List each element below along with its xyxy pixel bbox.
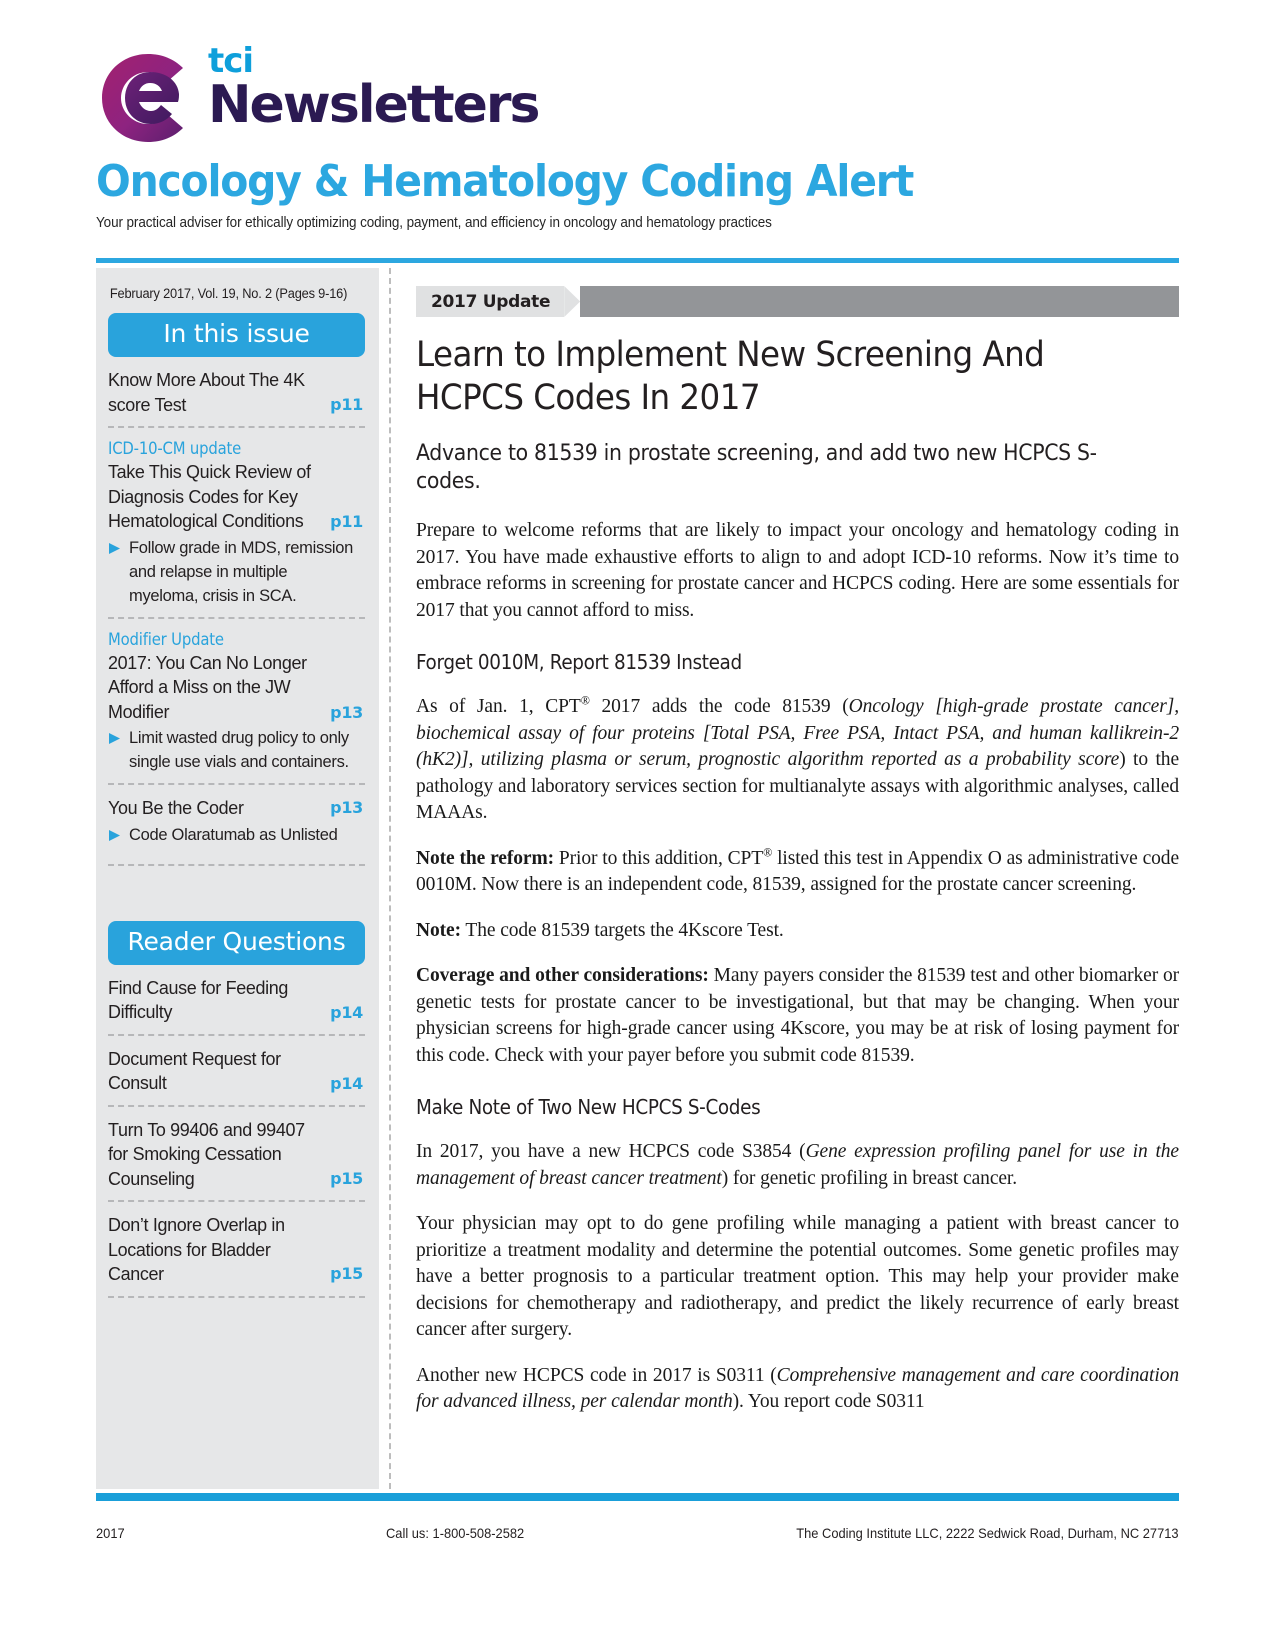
footer-phone: Call us: 1-800-508-2582	[386, 1525, 525, 1541]
p8-part-b: ). You report code S0311	[732, 1391, 925, 1412]
list-item[interactable]	[108, 1034, 365, 1105]
page-ref: p14	[330, 1073, 363, 1093]
p3-part-b: listed this test in Appendix O as administrative code 0010M. Now there is an independent code, 81539, assigned for the prostate cancer screening.	[416, 847, 1179, 895]
toc-title: Document Request for Consult	[108, 1047, 281, 1093]
paragraph-intro: Prepare to welcome reforms that are likely to impact your oncology and hematology coding in 2017. You have made exhaustive efforts to align to and adopt ICD-10 reforms. Now it’s time to embrace reforms in screening for prostate cancer and HCPCS coding. Here are some essentials for 2017 that you cannot afford to miss.	[416, 520, 1179, 621]
registered-mark-icon: ®	[580, 693, 590, 708]
page-title: Oncology & Hematology Coding Alert	[96, 156, 914, 207]
toc-title: Turn To 99406 and 99407 for Smoking Cessation Counseling	[108, 1118, 305, 1189]
paragraph-7: Your physician may opt to do gene profiling while managing a patient with breast cancer to prioritize a treatment modality and determine the potential outcomes. Some genetic profiles may have a better prognosis to a particular treatment option. This may help your provider make decisions for chemotherapy and radiotherapy, and predict the likely recurrence of early breast cancer after surgery.	[416, 1213, 1179, 1340]
bullet-row	[108, 823, 365, 847]
logo-newsletters-text: Newsletters	[208, 75, 539, 135]
footer-divider	[96, 1493, 1179, 1501]
logo-wordmark	[208, 41, 539, 135]
toc-title: Take This Quick Review of Diagnosis Codes for Key Hematological Conditions	[108, 461, 311, 531]
p5-lead-in: Coverage and other considerations:	[416, 965, 709, 986]
p2-part-b: 2017 adds the code 81539 (	[589, 696, 849, 717]
list-item[interactable]	[108, 617, 365, 784]
footer-year: 2017	[96, 1525, 125, 1541]
column-divider	[389, 268, 392, 1489]
page-ref: p15	[330, 1168, 363, 1188]
p2-part-a: As of Jan. 1, CPT	[416, 696, 581, 717]
toc-list	[108, 357, 365, 856]
page-ref: p13	[330, 798, 363, 817]
banner-label: 2017 Update	[416, 286, 564, 317]
toc-kicker: ICD-10-CM update	[108, 439, 242, 458]
p6-code-descriptor: Gene expression profiling panel for use in the management of breast cancer treatment	[416, 1141, 1179, 1189]
footer	[96, 1518, 1179, 1548]
p3-part-a: Prior to this addition, CPT	[553, 847, 764, 869]
bullet-text: Follow grade in MDS, remission and relapse in multiple myeloma, crisis in SCA.	[129, 537, 354, 605]
article-subhead-1: Forget 0010M, Report 81539 Instead	[416, 650, 742, 674]
toc-title: 2017: You Can No Longer Afford a Miss on the JW Modifier	[108, 651, 307, 722]
toc-kicker: Modifier Update	[108, 629, 224, 649]
paragraph-8	[416, 1363, 1179, 1416]
p5-text: Many payers consider the 81539 test and other biomarker or genetic tests for prostate cancer to be investigational, but that may be changing. When your physician screens for high-grade cancer using 4Kscore, you may be at risk of losing payment for this code. Check with your payer before you submit code 81539.	[416, 965, 1180, 1066]
toc-end-divider	[108, 864, 365, 866]
banner-arrow-icon	[564, 286, 580, 317]
reader-questions-header: Reader Questions	[108, 921, 365, 965]
page-body	[96, 268, 1179, 1489]
list-item[interactable]	[108, 783, 365, 856]
paragraph-5	[416, 963, 1179, 1069]
page-ref: p15	[330, 1264, 363, 1283]
logo-tci-text: tci	[208, 41, 254, 81]
article	[414, 268, 1179, 1489]
page-ref: p13	[330, 702, 363, 722]
p6-part-a: In 2017, you have a new HCPCS code S3854 (	[416, 1141, 806, 1162]
issue-line: February 2017, Vol. 19, No. 2 (Pages 9-16)	[109, 286, 348, 301]
reader-questions-list	[108, 965, 365, 1298]
toc-bullets	[108, 726, 365, 774]
logo-row	[96, 41, 1275, 146]
p2-part-c: ) to the pathology and laboratory services section for multianalyte assays with algorithmic analyses, called MAAAs.	[416, 749, 1179, 823]
footer-address: The Coding Institute LLC, 2222 Sedwick Road, Durham, NC 27713	[796, 1525, 1179, 1541]
page-ref: p14	[330, 1002, 363, 1022]
page-ref: p11	[330, 512, 363, 531]
article-headline: Learn to Implement New Screening And HCPCS Codes In 2017	[416, 335, 1045, 418]
list-item[interactable]	[108, 1200, 365, 1296]
tci-e-mark-icon	[96, 50, 200, 146]
masthead	[0, 0, 1275, 231]
triangle-bullet-icon	[108, 542, 124, 555]
toc-bullets	[108, 536, 365, 608]
list-item[interactable]	[108, 357, 365, 426]
p8-part-a: Another new HCPCS code in 2017 is S0311 (	[416, 1364, 777, 1386]
list-item[interactable]	[108, 1105, 365, 1201]
p3-lead-in: Note the reform:	[416, 847, 554, 869]
bullet-row	[108, 726, 365, 774]
reader-questions-end-divider	[108, 1296, 365, 1298]
bullet-text: Code Olaratumab as Unlisted	[129, 824, 338, 844]
p4-lead-in: Note:	[416, 919, 461, 941]
section-banner	[416, 286, 1179, 317]
toc-title: Don’t Ignore Overlap in Locations for Bladder Cancer	[108, 1214, 285, 1284]
paragraph-2	[416, 694, 1179, 827]
p6-part-b: ) for genetic profiling in breast cancer.	[721, 1167, 1018, 1189]
bullet-text: Limit wasted drug policy to only single use vials and containers.	[129, 728, 349, 771]
triangle-bullet-icon	[108, 732, 124, 745]
toc-title: Know More About The 4K score Test	[108, 369, 305, 415]
masthead-divider	[96, 258, 1179, 263]
paragraph-4	[416, 918, 1179, 945]
p2-code-descriptor: Oncology [high-grade prostate cancer], biochemical assay of four proteins [Total PSA, Free PSA, Intact PSA, and human kallikrein-2 (hK2)], utilizing plasma or serum, prognostic algorithm reported as a probability score	[416, 696, 1179, 770]
toc-bullets	[108, 823, 365, 847]
tagline: Your practical adviser for ethically optimizing coding, payment, and efficiency in oncology and hematology practices	[96, 215, 772, 231]
sidebar	[96, 268, 379, 1489]
paragraph-3	[416, 846, 1179, 899]
toc-title: Find Cause for Feeding Difficulty	[108, 976, 289, 1022]
article-subhead-2: Make Note of Two New HCPCS S-Codes	[416, 1095, 761, 1119]
list-item[interactable]	[108, 965, 365, 1034]
p4-text: The code 81539 targets the 4Kscore Test.	[460, 919, 784, 941]
toc-title: You Be the Coder	[108, 797, 244, 818]
list-item[interactable]	[108, 426, 365, 617]
in-this-issue-header: In this issue	[108, 313, 365, 357]
p8-code-descriptor: Comprehensive management and care coordination for advanced illness, per calendar month	[416, 1364, 1179, 1412]
triangle-bullet-icon	[108, 829, 124, 842]
bullet-row	[108, 536, 365, 608]
banner-fill	[580, 286, 1179, 317]
registered-mark-icon: ®	[763, 845, 773, 859]
page-ref: p11	[330, 395, 363, 414]
paragraph-6	[416, 1139, 1179, 1192]
article-deck: Advance to 81539 in prostate screening, and add two new HCPCS S-codes.	[416, 441, 1097, 494]
